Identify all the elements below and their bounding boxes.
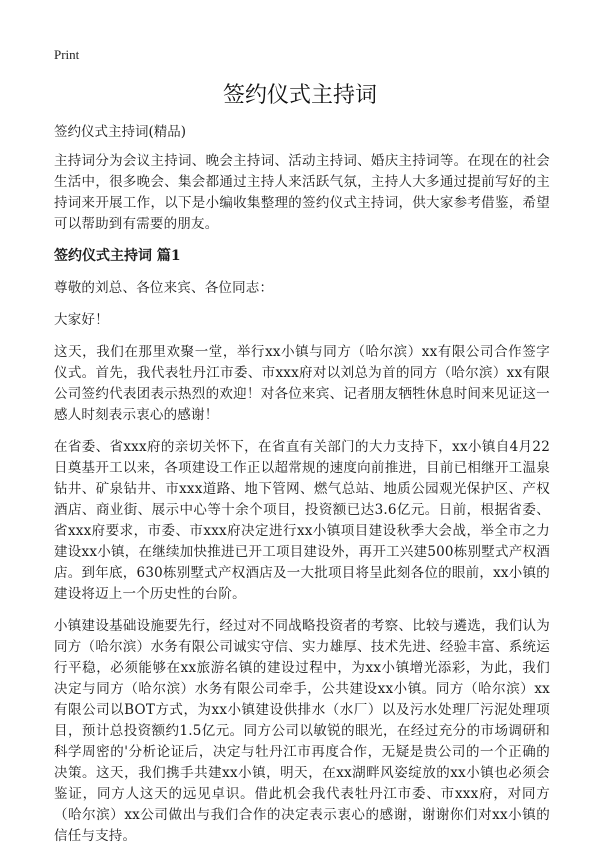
body-paragraph: 这天，我们在那里欢聚一堂，举行xx小镇与同方（哈尔滨）xx有限公司合作签字仪式。首先，我代表牡丹江市委、市xxx府对以刘总为首的同方（哈尔滨）xx有限公司签约代表团表示热烈的欢迎！对各位来宾、记者朋友牺牲休息时间来见证这一感人时刻表示衷心的感谢！ (54, 344, 550, 423)
salutation-paragraph: 尊敬的刘总、各位来宾、各位同志： (54, 280, 274, 296)
body-paragraph: 在省委、省xxx府的亲切关怀下，在省直有关部门的大力支持下，xx小镇自4月22日奠基开工以来，各项建设工作正以超常规的速度向前推进，目前已相继开工温泉钻井、矿泉钻井、市xxx道路、地下管网、燃气总站、地质公园观光保护区、产权酒店、商业街、展示中心等十余个项目，投资额已达3.6亿元。日前，根据省委、省xxx府要求，市委、市xxx府决定进行xx小镇项目建设秋季大会战，举全市之力建设xx小镇，在继续加快推进已开工项目建设外，再开工兴建500栋别墅式产权酒店。到年底，630栋别墅式产权酒店及一大批项目将呈此刻各位的眼前，xx小镇的建设将迈上一个历史性的台阶。 (54, 439, 550, 602)
intro-paragraph: 主持词分为会议主持词、晚会主持词、活动主持词、婚庆主持词等。在现在的社会生活中，很多晚会、集会都通过主持人来活跃气氛，主持人大多通过提前写好的主持词来开展工作，以下是小编收集整理的签约仪式主持词，供大家参考借鉴，希望可以帮助到有需要的朋友。 (54, 153, 550, 232)
greeting-paragraph: 大家好！ (54, 312, 109, 328)
page-title: 签约仪式主持词 (222, 83, 377, 108)
section-heading: 签约仪式主持词 篇1 (54, 248, 181, 264)
document-body (54, 151, 550, 858)
print-link[interactable]: Print (54, 47, 80, 62)
body-paragraph: 小镇建设基础设施要先行，经过对不同战略投资者的考察、比较与遴选，我们认为同方（哈尔滨）水务有限公司诚实守信、实力雄厚、技术先进、经验丰富、系统运行平稳，必须能够在xx旅游名镇的建设过程中，为xx小镇增光添彩，为此，我们决定与同方（哈尔滨）水务有限公司牵手，公共建设xx小镇。同方（哈尔滨）xx有限公司以BOT方式，为xx小镇建设供排水（水厂）以及污水处理厂污泥处理项目，预计总投资额约1.5亿元。同方公司以敏锐的眼光，在经过充分的市场调研和科学周密的'分析论证后，决定与牡丹江市再度合作，无疑是贵公司的一个正确的决策。这天，我们携手共建xx小镇，明天，在xx湖畔风姿绽放的xx小镇也必须会鉴证，同方人这天的远见卓识。借此机会我代表牡丹江市委、市xxx府，对同方（哈尔滨）xx公司做出与我们合作的决定表示衷心的感谢，谢谢你们对xx小镇的信任与支持。 (54, 618, 550, 844)
document-subtitle: 签约仪式主持词(精品) (54, 124, 187, 140)
